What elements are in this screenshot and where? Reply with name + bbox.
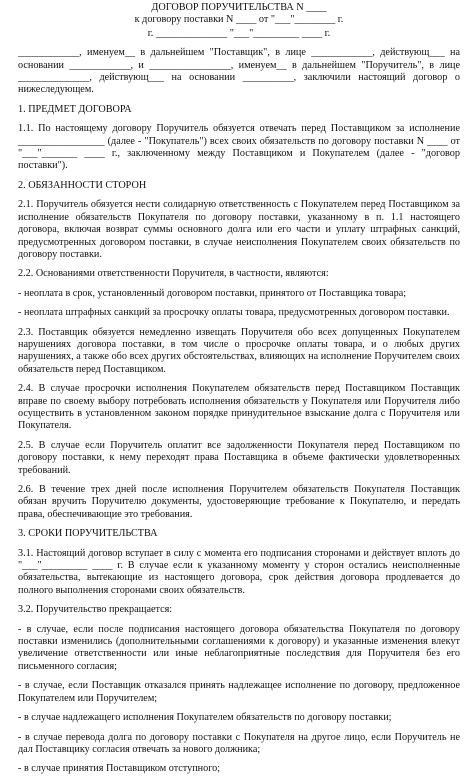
section-1-heading: 1. ПРЕДМЕТ ДОГОВОРА xyxy=(18,103,132,115)
clause-3-2-item-c: - в случае надлежащего исполнения Покупателем обязательств по договору поставки; xyxy=(18,712,392,724)
clause-2-4: 2.4. В случае просрочки исполнения Покупателем обязательств перед Поставщиком Поставщик вправе по своему выбору потребовать исполнения обязательств у Покупателя или Поручителя либо осуществить в установленном законом порядке принудительное взыскание долга с Поручителя или Покупателя. xyxy=(18,383,460,432)
clause-2-2: 2.2. Основаниями ответственности Поручителя, в частности, являются: xyxy=(18,268,329,280)
section-3-heading: 3. СРОКИ ПОРУЧИТЕЛЬСТВА xyxy=(18,528,158,540)
document-page xyxy=(0,2,474,775)
clause-2-2-item-a: - неоплата в срок, установленный договором поставки, принятого от Поставщика товара; xyxy=(18,287,407,299)
clause-3-2-item-e: - в случае принятия Поставщиком отступного; xyxy=(18,763,221,775)
place-date-line: г. ______________ "___"_________ ____ г. xyxy=(147,27,331,39)
clause-3-2-item-b: - в случае, если Поставщик отказался принять надлежащее исполнение по договору, предложенное Покупателем или Поручителем; xyxy=(18,680,460,704)
clause-3-2-item-d: - в случае перевода долга по договору поставки с Покупателя на другое лицо, если Поручитель не дал Поставщику согласия отвечать за нового должника; xyxy=(18,731,460,755)
clause-3-1: 3.1. Настоящий договор вступает в силу с момента его подписания сторонами и действует вплоть до "___"_________ ____ г. В случае если к указанному моменту у сторон остались неисполненные обязательства, вытекающие из настоящего договора, срок действия договора продлевается до полного выполнения сторонами своих обязательств. xyxy=(18,547,460,596)
section-2-heading: 2. ОБЯЗАННОСТИ СТОРОН xyxy=(18,179,147,191)
clause-2-3: 2.3. Поставщик обязуется немедленно извещать Поручителя обо всех допущенных Покупателем нарушениях договора поставки, в том числе о просрочке оплаты товара, и о любых других нарушениях, а также обо всех других обстоятельствах, влияющих на исполнение Поручителем своих обязательств перед Поставщиком. xyxy=(18,326,460,375)
clause-2-6: 2.6. В течение трех дней после исполнения Поручителем обязательств Покупателя Поставщик обязан вручить Поручителю документы, удостоверяющие требование к Покупателю, и передать права, обеспечивающие это требования. xyxy=(18,484,460,520)
document-title: ДОГОВОР ПОРУЧИТЕЛЬСТВА N ____ xyxy=(151,2,327,13)
clause-3-2-item-a: - в случае, если после подписания настоящего договора обязательства Покупателя по договору поставки изменились (дополнительными соглашениями к договору) и указанные изменения влекут увеличение ответственности или иные неблагоприятные последствия для Поручителя без его письменного согласия; xyxy=(18,623,460,672)
document-subtitle: к договору поставки N ____ от "___"________ г. xyxy=(134,14,344,26)
clause-2-2-item-b: - неоплата штрафных санкций за просрочку оплаты товара, предусмотренных договором поставки. xyxy=(18,307,450,319)
clause-3-2: 3.2. Поручительство прекращается: xyxy=(18,604,173,616)
clause-2-5: 2.5. В случае если Поручитель оплатит все задолженности Покупателя перед Поставщиком по договору поставки, к нему переходят права Поставщика в объеме фактически удовлетворенных требований. xyxy=(18,439,460,476)
clause-1-1: 1.1. По настоящему договору Поручитель обязуется отвечать перед Поставщиком за исполнение _________________ (далее - "Покупатель") всех своих обязательств по договору поставки N ____ от "___"_______ ____ г., заключенному между Поставщиком и Покупателем (далее - "договор поставки"). xyxy=(18,123,460,172)
intro-paragraph: ____________, именуем__ в дальнейшем "Поставщик", в лице ____________, действующ___ на основании ____________, и ________________, именуем__ в дальнейшем "Поручитель", в лице ______________, действующ___ на основании __________, заключили настоящий договор о нижеследующем. xyxy=(18,47,460,96)
clause-2-1: 2.1. Поручитель обязуется нести солидарную ответственность с Покупателем перед Поставщиком за исполнение обязательств Покупателя по договору поставки, указанному в п. 1.1 настоящего договора, включая возврат суммы основного долга или его части и уплату штрафных санкций, предусмотренных договором поставки, в случае неисполнения Покупателем своих обязательств по договору поставки. xyxy=(18,199,460,260)
